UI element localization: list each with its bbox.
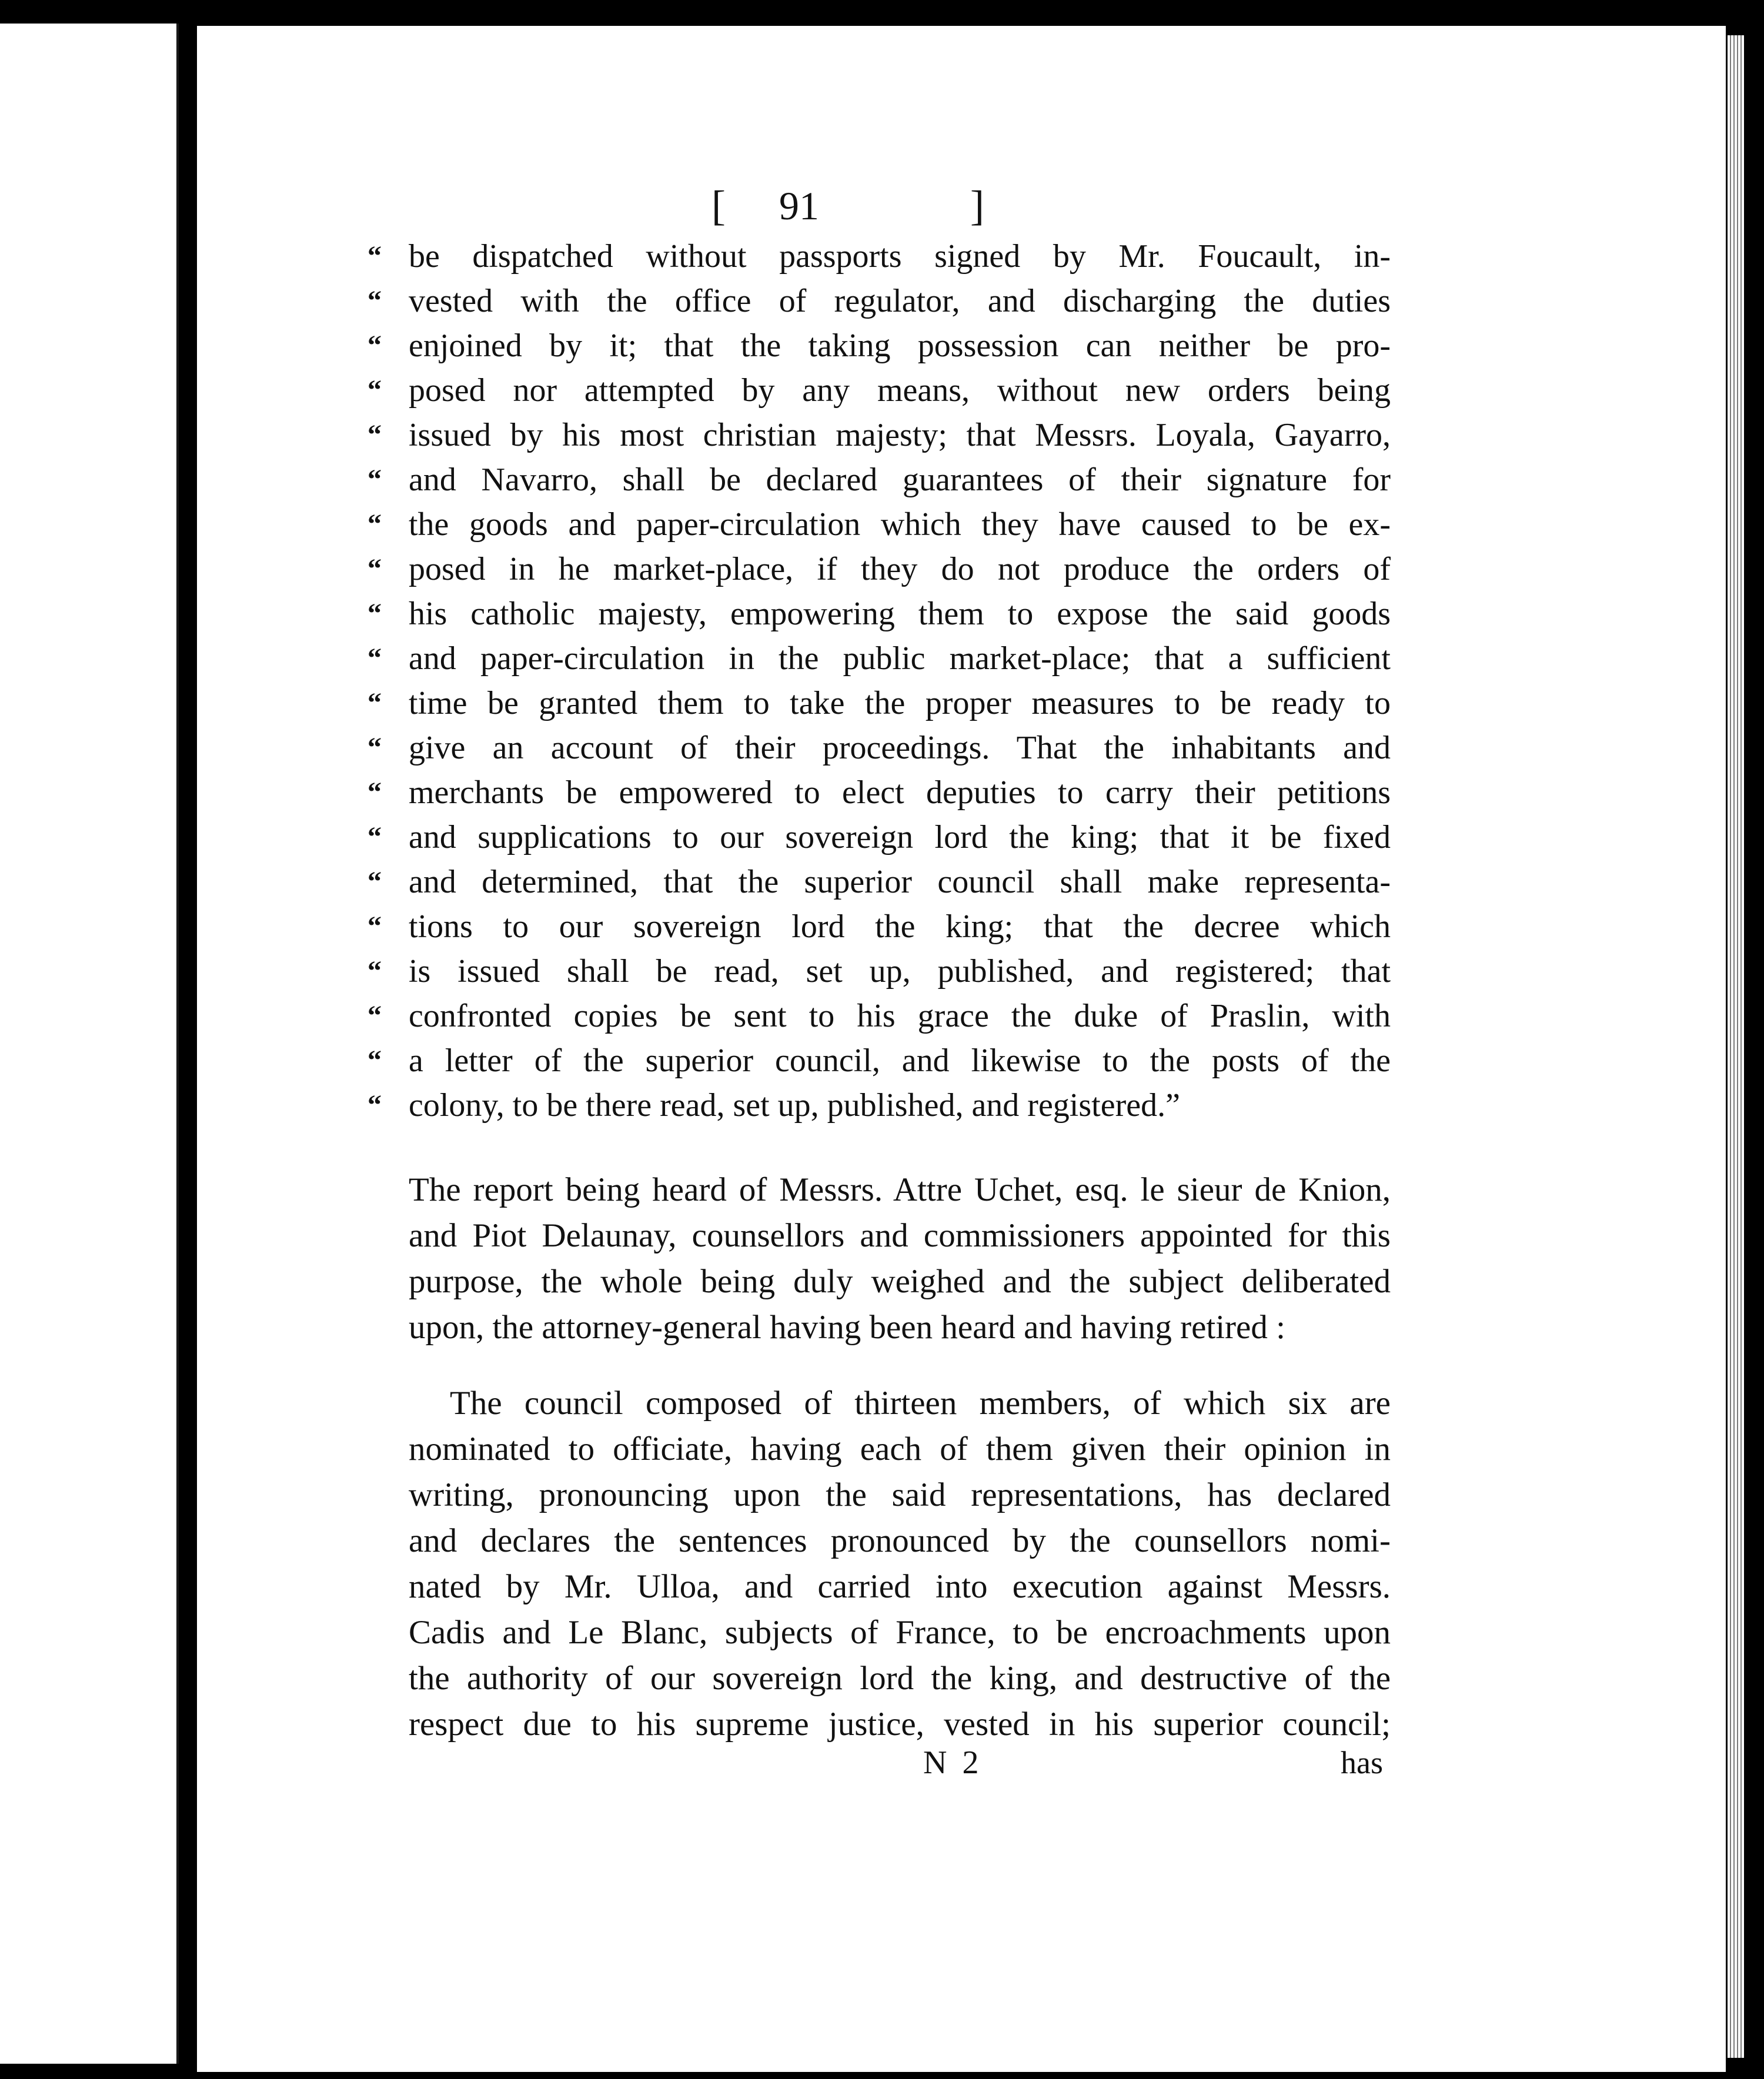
- quoted-line: [368, 636, 1391, 681]
- quoted-line-text: tions to our sovereign lord the king; that the decree which: [409, 908, 1391, 945]
- quoted-line: [368, 413, 1391, 457]
- running-head-bracket-left: [: [711, 182, 726, 229]
- paragraph-line: writing, pronouncing upon the said representations, has declared: [409, 1476, 1391, 1513]
- quoted-line-text: and supplications to our sovereign lord the king; that it be fixed: [409, 819, 1391, 855]
- quote-mark: “: [368, 821, 382, 853]
- paragraph-line: and declares the sentences pronounced by the counsellors nomi-: [409, 1522, 1391, 1559]
- quote-mark: “: [368, 911, 382, 942]
- page-fore-edge: [1728, 35, 1744, 2058]
- quote-mark: “: [368, 598, 382, 629]
- quoted-line: [368, 726, 1391, 770]
- quote-mark: “: [368, 732, 382, 763]
- quoted-line-text: merchants be empowered to elect deputies to carry their petitions: [409, 774, 1391, 811]
- page-number: 91: [779, 183, 819, 228]
- quoted-line-text: be dispatched without passports signed by Mr. Foucault, in-: [409, 238, 1391, 275]
- quoted-line: [368, 279, 1391, 323]
- quoted-line: [368, 323, 1391, 368]
- quote-mark: “: [368, 1045, 382, 1076]
- quoted-line: [368, 904, 1391, 949]
- left-page-edge: [0, 24, 176, 2064]
- paragraph-line: the authority of our sovereign lord the king, and destructive of the: [409, 1660, 1391, 1697]
- paragraph-line: The report being heard of Messrs. Attre Uchet, esq. le sieur de Knion,: [409, 1171, 1391, 1208]
- paragraph-line: nominated to officiate, having each of them given their opinion in: [409, 1430, 1391, 1468]
- quoted-line-text: posed in he market-place, if they do not produce the orders of: [409, 551, 1391, 587]
- quoted-line: [368, 681, 1391, 726]
- quoted-line-text: issued by his most christian majesty; that Messrs. Loyala, Gayarro,: [409, 417, 1391, 453]
- quote-mark: “: [368, 330, 382, 361]
- quoted-line-text: enjoined by it; that the taking possession can neither be pro-: [409, 327, 1391, 364]
- paragraph-line: respect due to his supreme justice, vested in his superior council;: [409, 1706, 1391, 1743]
- quote-mark: “: [368, 375, 382, 406]
- quote-mark: “: [368, 687, 382, 718]
- quoted-line: [368, 591, 1391, 636]
- paragraph-line: nated by Mr. Ulloa, and carried into execution against Messrs.: [409, 1568, 1391, 1605]
- quote-mark: “: [368, 866, 382, 897]
- quoted-line: [368, 949, 1391, 994]
- paragraph-line: upon, the attorney-general having been heard and having retired :: [409, 1309, 1285, 1346]
- quoted-line: [368, 815, 1391, 860]
- quoted-line: [368, 234, 1391, 279]
- quoted-line: [368, 368, 1391, 413]
- quoted-line: [368, 770, 1391, 815]
- quoted-line: [368, 860, 1391, 904]
- signature-mark: N 2: [923, 1744, 983, 1781]
- quoted-line-text: is issued shall be read, set up, published, and registered; that: [409, 953, 1391, 990]
- paragraph-line: Cadis and Le Blanc, subjects of France, to be encroachments upon: [409, 1614, 1391, 1651]
- quoted-line-text: vested with the office of regulator, and discharging the duties: [409, 283, 1391, 319]
- quoted-line-text: posed nor attempted by any means, without new orders being: [409, 372, 1391, 409]
- quoted-line-text: and Navarro, shall be declared guarantees of their signature for: [409, 462, 1391, 498]
- quoted-line-text: colony, to be there read, set up, published, and registered.”: [409, 1087, 1180, 1124]
- quoted-line: [368, 994, 1391, 1038]
- quote-mark: “: [368, 509, 382, 540]
- quoted-line-text: time be granted them to take the proper measures to be ready to: [409, 685, 1391, 721]
- quoted-line-text: and paper-circulation in the public market-place; that a sufficient: [409, 640, 1391, 677]
- paragraph-line: and Piot Delaunay, counsellors and commissioners appointed for this: [409, 1217, 1391, 1254]
- catchword: has: [1341, 1745, 1383, 1780]
- quoted-line-text: and determined, that the superior council shall make representa-: [409, 864, 1391, 900]
- quote-mark: “: [368, 553, 382, 584]
- quoted-line-text: his catholic majesty, empowering them to expose the said goods: [409, 596, 1391, 632]
- quoted-line-text: a letter of the superior council, and likewise to the posts of the: [409, 1042, 1391, 1079]
- quote-mark: “: [368, 240, 382, 272]
- quote-mark: “: [368, 285, 382, 316]
- running-head-bracket-right: ]: [970, 182, 984, 229]
- quote-mark: “: [368, 464, 382, 495]
- quote-mark: “: [368, 419, 382, 450]
- quote-mark: “: [368, 777, 382, 808]
- quoted-line: [368, 1038, 1391, 1083]
- quoted-line: [368, 547, 1391, 591]
- quote-mark: “: [368, 643, 382, 674]
- quote-mark: “: [368, 1000, 382, 1031]
- quoted-line-text: confronted copies be sent to his grace the duke of Praslin, with: [409, 998, 1391, 1034]
- paragraph-line: The council composed of thirteen members, of which six are: [450, 1385, 1391, 1422]
- quote-mark: “: [368, 1089, 382, 1121]
- quoted-line-text: the goods and paper-circulation which they have caused to be ex-: [409, 506, 1391, 543]
- quoted-line: [368, 457, 1391, 502]
- quoted-line: [368, 502, 1391, 547]
- quote-mark: “: [368, 955, 382, 987]
- paragraph-line: purpose, the whole being duly weighed and the subject deliberated: [409, 1263, 1391, 1300]
- quoted-line: [368, 1083, 1391, 1128]
- quoted-line-text: give an account of their proceedings. That the inhabitants and: [409, 730, 1391, 766]
